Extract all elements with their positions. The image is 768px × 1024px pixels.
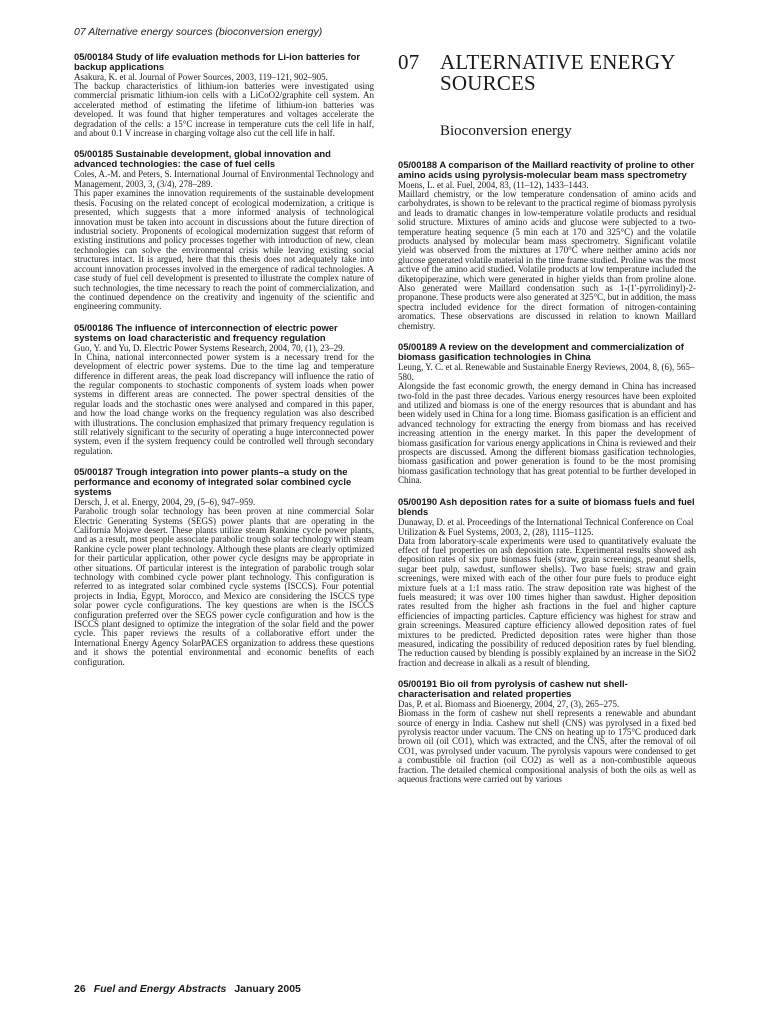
abstract-title: 05/00185 Sustainable development, global innovation and advanced technologies: the case of fuel cells [74, 148, 331, 170]
left-column [74, 52, 374, 678]
abstract-title: 05/00190 Ash deposition rates for a suite of biomass fuels and fuel blends [398, 495, 695, 517]
abstract-05-00187 [74, 467, 374, 667]
section-name: ALTERNATIVE ENERGY SOURCES [440, 50, 675, 95]
abstract-body: Maillard chemistry, or the low temperature condensation of amino acids and carbohydrates, is shown to be relevant to the practical regime of biomass pyrolysis and leads to dramatic changes in low-temperature volatile products and residual solid structure. Mixtures of amino acids and glucose were subjected to a two-temperature heating sequence (5 min each at 170 and 325°C) and the volatile products analysed by molecular beam mass spectrometry. Significant volatile yield was observed from the mixtures at 170°C where neither amino acids nor glucose generated volatile material in the time frame studied. Proline was the most active of the amino acid studied. Volatile products at low temperature included the diketopiperazine, which were generated in higher yields than from proline alone. Also generated were Maillard condensation such as 1-(1'-pyrrolidinyl)-2-propanone. These products were also generated at 325°C, but in addition, the mass spectra included evidence for the direct formation of nitrogen-containing aromatics. These observations are discussed in relation to known Maillard chemistry. [398, 189, 696, 331]
issue-date: January 2005 [234, 983, 301, 995]
page-footer [74, 983, 301, 995]
abstract-title: 05/00188 A comparison of the Maillard reactivity of proline to other amino acids using pyrolysis-molecular beam mass spectrometry [398, 159, 695, 180]
section-header [398, 52, 696, 160]
abstract-05-00185 [74, 149, 374, 311]
abstract-citation: Das, P. et al. Biomass and Bioenergy, 2004, 27, (3), 265–275. [398, 699, 620, 710]
abstract-title: 05/00184 Study of life evaluation methods for Li-ion batteries for backup applications [74, 51, 360, 72]
abstract-citation: Dunaway, D. et al. Proceedings of the International Technical Conference on Coal Utilization & Fuel Systems, 2003, 2, (28), 1115–1125. [398, 516, 694, 537]
journal-name: Fuel and Energy Abstracts [93, 983, 227, 995]
section-subtitle: Bioconversion energy [440, 123, 572, 139]
abstract-05-00189 [398, 342, 696, 485]
abstract-body: Parabolic trough solar technology has been proven at nine commercial Solar Electric Generating Systems (SEGS) power plants that are operating in the California Mojave desert. These plants utilize steam Rankine cycle power plants, and as a result, most people associate parabolic trough solar technology with steam Rankine cycle power plant technology. Although these plants are clearly optimized for their particular application, other power cycle designs may be appropriate in other situations. Of particular interest is the integration of parabolic trough solar technology with combined cycle power plant technology. This configuration is referred to as integrated solar combined cycle systems (ISCCS). Four potential projects in India, Egypt, Morocco, and Mexico are considering the ISCCS type solar power cycle configurations. The key questions are when is the ISCCS configuration preferred over the SEGS power cycle configuration and how is the ISCCS plant designed to optimize the integration of the solar field and the power cycle. This paper reviews the results of a collaborative effort under the International Energy Agency SolarPACES organization to address these questions and it shows the potential environmental and economic benefits of each configuration. [74, 506, 374, 667]
running-head: 07 Alternative energy sources (bioconversion energy) [74, 26, 323, 38]
abstract-citation: Asakura, K. et al. Journal of Power Sources, 2003, 119–121, 902–905. [74, 72, 328, 82]
abstract-title: 05/00189 A review on the development and commercialization of biomass gasification technologies in China [398, 341, 684, 363]
abstract-title: 05/00186 The influence of interconnection of electric power systems on load characteristic and frequency regulation [74, 321, 338, 343]
abstract-05-00191 [398, 679, 696, 784]
abstract-citation: Leung, Y. C. et al. Renewable and Sustainable Energy Reviews, 2004, 8, (6), 565–580. [398, 362, 695, 383]
abstract-body: The backup characteristics of lithium-ion batteries were investigated using commercial prismatic lithium-ion cells with a LiCoO2/graphite cell system. An accelerated method of estimating the lifetime of lithium-ion batteries was developed. It was found that higher temperatures and voltages accelerate the degradation of the cells: a 15°C increase in temperature cuts the cell life in half, and about 0.1 V increase in charging voltage also cut the cell life in half. [74, 81, 374, 139]
abstract-body: Alongside the fast economic growth, the energy demand in China has increased two-fold in the past three decades. Various energy resources have been exploited and utilized and biomass is one of the energy resources that is abundant and has been widely used in China for a long time. Biomass gasification is an efficient and advanced technology for extracting the energy from biomass and has received increasing attention in the energy market. In this paper the development of biomass gasification for various energy applications in China is reviewed and their prospects are discussed. Among the different biomass gasification technologies, biomass gasification and power generation is found to be the most promising biomass gasification technology that has great potential to be further developed in China. [398, 381, 697, 486]
abstract-body: In China, national interconnected power system is a necessary trend for the development of electric power systems. Due to the time lag and temperature difference in different areas, the peak load discrepancy will influence the ratio of the regular components to stochastic components of system loads when power systems in different areas are connected. The power spectral densities of the regular loads and the stochastic ones were analysed and compared in this paper, and how the load change works on the frequency regulation was also described with illustrations. The conclusion emphasized that primary frequency regulation is still relatively significant to the security of operating a huge interconnected power system, even if the system frequency could be controlled well through secondary regulation. [74, 351, 374, 456]
abstract-05-00184 [74, 52, 374, 138]
section-title [398, 52, 690, 94]
abstract-05-00186 [74, 323, 374, 456]
page-number: 26 [74, 983, 86, 995]
abstract-body: Data from laboratory-scale experiments were used to quantitatively evaluate the effect of fuel properties on ash deposition rate. Experimental results showed ash deposition rates of six pure biomass fuels (straw, grain screenings, peanut shells, sugar beet pulp, sawdust, sunflower shells). Two base fuels; straw and grain screenings, were mixed with each of the other four pure fuels to produce eight mixture fuels at a 1:1 mass ratio. The straw deposition rate was highest of the fuels measured; it was over 100 times higher than sawdust. Higher deposition rates resulted from the higher ash fractions in the fuel and higher capture efficiencies of impacting particles. Capture efficiency was highest for straw and grain screenings. Measured capture efficiency allowed deposition rates of fuel mixtures to be predicted. Predicted deposition rates were higher than those measured, indicating the possibility of reduced deposition rates by fuel blending. The reduction caused by blending is possibly explained by an increase in the SiO2 fraction and decrease in alkali as a result of blending. [398, 535, 696, 668]
abstract-body: Biomass in the form of cashew nut shell represents a renewable and abundant source of energy in India. Cashew nut shell (CNS) was pyrolysed in a fixed bed pyrolysis reactor under vacuum. The CNS on heating up to 175°C produced dark brown oil (oil CO1), which was extracted, and the CNS, after the removal of oil CO1, was pyrolysed under vacuum. The pyrolysis vapours were condensed to get a combustible oil fraction (oil CO2) as well as a non-combustible aqueous fraction. The detailed chemical compositional analysis of both the oils as well as aqueous fractions were carried out by various [398, 708, 696, 785]
abstract-title: 05/00187 Trough integration into power plants–a study on the performance and economy of integrated solar combined cycle systems [74, 466, 352, 498]
abstract-citation: Guo, Y. and Yu, D. Electric Power Systems Research, 2004, 70, (1), 23–29. [74, 342, 345, 353]
abstract-05-00188 [398, 160, 696, 331]
right-column [398, 52, 696, 796]
abstract-title: 05/00191 Bio oil from pyrolysis of cashew nut shell-characterisation and related properties [398, 678, 628, 700]
abstract-citation: Dersch, J. et al. Energy, 2004, 29, (5–6), 947–959. [74, 497, 256, 508]
abstract-body: This paper examines the innovation requirements of the sustainable development thesis. Focusing on the related concept of ecological modernization, a critique is presented, which suggests that a more informed analysis of technological innovation must be taken into account in discussions about the future direction of industrial society. Proponents of ecological modernization suggest that reform of existing institutions and policy processes together with introduction of new, clean technologies can solve the environmental crisis while leaving existing social structures intact. It is argued, here that this thesis does not adequately take into account innovation processes involved in the emergence of radical technologies. A case study of fuel cell development is presented to illustrate the complex nature of such technologies, the time necessary to reach the point of commercialization, and the continued dependence on the creativity and ingenuity of the scientific and engineering community. [74, 188, 374, 312]
abstract-citation: Coles, A.-M. and Peters, S. International Journal of Environmental Technology and Management, 2003, 3, (3/4), 278–289. [74, 169, 374, 190]
abstract-citation: Moens, L. et al. Fuel, 2004, 83, (11–12), 1433–1443. [398, 180, 589, 190]
section-number: 07 [398, 50, 420, 74]
abstract-05-00190 [398, 497, 696, 669]
